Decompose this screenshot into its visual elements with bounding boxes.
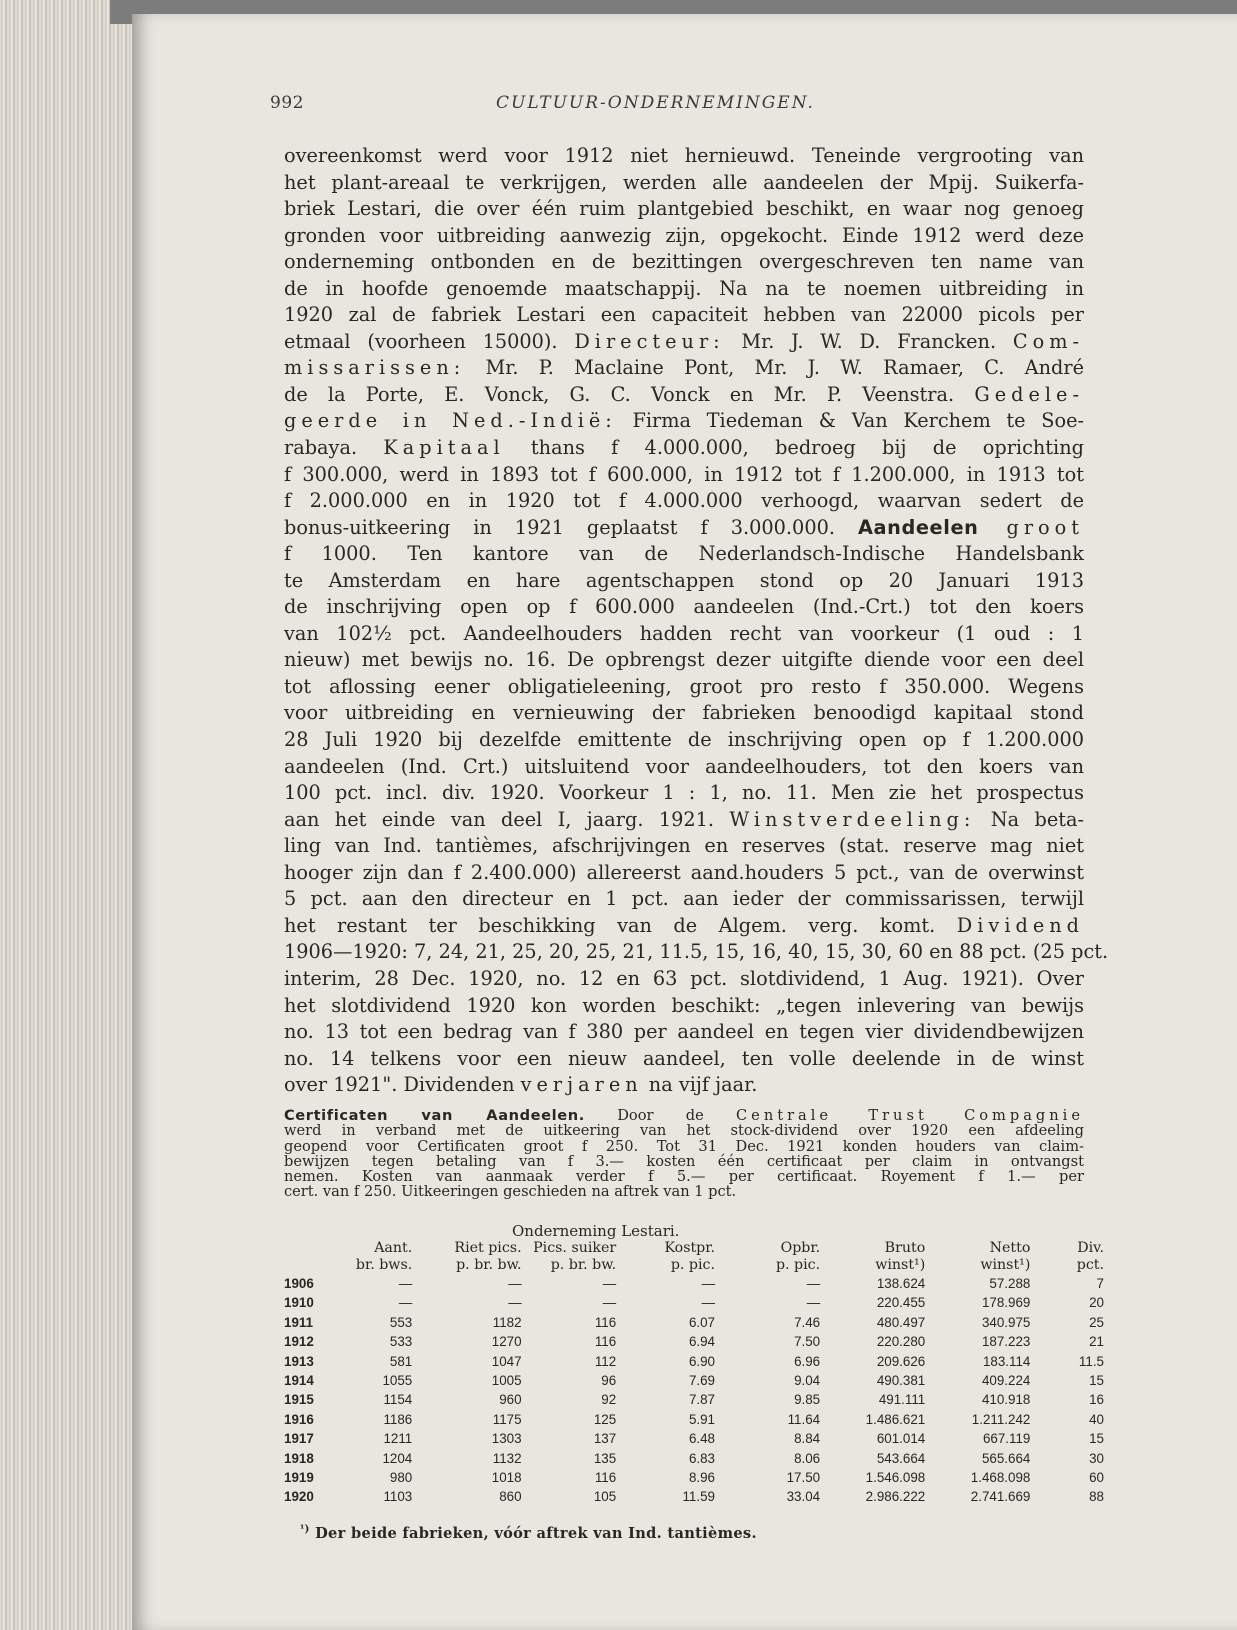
table-cell: 1303 [491,1431,522,1447]
text-line [284,329,1084,356]
year-cell: 1906 [284,1276,314,1291]
table-cell: 1270 [491,1334,522,1350]
text-line: onderneming ontbonden en de bezittingen overgeschreven ten name van [284,250,1084,274]
column-header: Aant. [374,1240,413,1256]
table-cell: 980 [389,1470,413,1486]
text-line: tot aflossing eener obligatieleening, groot pro resto f 350.000. Wegens [284,674,1084,698]
table-cell: 17.50 [786,1470,821,1486]
table-cell: — [602,1295,617,1311]
table-cell: — [398,1295,413,1311]
table-cell: 88 [1089,1489,1104,1505]
year-cell: 1914 [284,1373,314,1389]
table-cell: 15 [1089,1373,1104,1389]
spaced-heading-commissarissen: Com- [1012,329,1085,353]
table-cell: — [701,1276,715,1291]
table-cell: — [806,1276,821,1291]
column-subheader: winst¹) [875,1257,926,1273]
table-cell: 2.741.669 [970,1489,1031,1505]
column-subheader: p. br. bw. [456,1257,522,1273]
text-line: voor uitbreiding en vernieuwing der fabrieken benoodigd kapitaal stond [284,701,1084,725]
text-line: 1906—1920: 7, 24, 21, 25, 20, 25, 21, 11.5, 15, 16, 40, 15, 30, 60 en 88 pct. (25 pct. [284,940,1109,964]
text-run: aan het einde van deel I, jaarg. 1921. [284,807,730,831]
table-cell: 40 [1089,1411,1104,1427]
text-line [284,1072,1084,1099]
table-cell: 209.626 [876,1353,926,1369]
table-cell: 138.624 [876,1276,926,1291]
text-run: etmaal (voorheen 15000). [284,329,575,353]
table-row [284,1468,1104,1487]
table-cell: 112 [594,1353,617,1369]
table-row [284,1313,1104,1332]
spaced-heading-commissarissen: missarissen: [284,356,466,380]
text-line [284,807,1084,834]
table-row [284,1293,1104,1312]
table-row [284,1274,1104,1293]
table-cell: 220.280 [876,1334,926,1350]
spaced-heading-gedelegeerde: Gedele- [974,382,1084,406]
table-caption: Onderneming Lestari. [512,1222,680,1240]
table-row [284,1429,1104,1448]
text-line [284,382,1084,409]
page-number: 992 [270,93,304,113]
bold-heading-aandeelen: Aandeelen [858,515,979,539]
table-cell: 11.59 [682,1489,715,1505]
year-cell: 1913 [284,1353,314,1369]
text-line [284,408,1084,435]
table-cell: 116 [594,1334,617,1350]
table-row [284,1371,1104,1390]
text-line: no. 14 telkens voor een nieuw aandeel, ten volle deelende in de winst [284,1046,1084,1070]
table-cell: 1211 [383,1431,413,1447]
text-line: f 300.000, werd in 1893 tot f 600.000, in 1912 tot f 1.200.000, in 1913 tot [284,462,1084,486]
column-header: Opbr. [780,1240,821,1256]
table-cell: 1.468.098 [970,1470,1031,1486]
table-cell: 33.04 [786,1489,821,1505]
table-cell: 60 [1089,1470,1104,1486]
column-header: Netto [989,1240,1031,1256]
column-header: Bruto [884,1240,926,1256]
column-header: Kostpr. [664,1240,715,1256]
table-cell: 178.969 [981,1295,1031,1311]
table-cell: 6.96 [794,1353,821,1369]
table-cell: — [398,1276,413,1291]
running-title: CULTUUR-ONDERNEMINGEN. [496,93,815,113]
footnote [300,1524,757,1542]
year-cell: 1916 [284,1411,314,1427]
table-cell: 1103 [383,1489,413,1505]
column-subheader: br. bws. [355,1257,413,1273]
column-header [284,1240,326,1257]
text-run: bonus-uitkeering in 1921 geplaatst f 3.000.000. [284,515,859,539]
table-header-row [284,1240,1104,1257]
table-cell: 220.455 [876,1295,926,1311]
table-cell: 135 [593,1450,617,1466]
table-cell: 7.69 [688,1373,715,1389]
text-line: overeenkomst werd voor 1912 niet hernieuwd. Teneinde vergrooting van [284,144,1084,167]
table-cell: 30 [1089,1450,1104,1466]
column-subheader: p. br. bw. [550,1257,617,1273]
table-cell: 1055 [382,1373,413,1389]
text-run: Mr. J. W. D. Francken. [724,329,1013,353]
text-run: na vijf jaar. [642,1073,758,1097]
spaced-word: verjaren [520,1073,643,1097]
text-line: hooger zijn dan f 2.400.000) allereerst aand.houders 5 pct., van de overwinst [284,860,1084,884]
table-cell: 1.211.242 [971,1411,1031,1427]
text-line: het plant-areaal te verkrijgen, werden alle aandeelen der Mpij. Suikerfa- [284,170,1084,194]
text-line: de in hoofde genoemde maatschappij. Na na te noemen uitbreiding in [284,276,1084,300]
table-cell: 9.04 [794,1373,821,1389]
text-line [284,913,1084,940]
column-subheader: pct. [1076,1257,1104,1273]
table-cell: 7.50 [794,1334,821,1350]
spaced-heading-gedelegeerde: geerde in Ned.-Indië: [284,409,617,433]
text-line: 1920 zal de fabriek Lestari een capaciteit hebben van 22000 picols per [284,303,1084,327]
table-body [284,1274,1104,1507]
text-line: gronden voor uitbreiding aanwezig zijn, opgekocht. Einde 1912 werd deze [284,223,1084,247]
table-cell: 9.85 [794,1392,821,1408]
year-cell: 1919 [284,1470,314,1486]
column-header: Div. [1077,1240,1104,1256]
year-cell: 1918 [284,1450,314,1466]
table-cell: 1005 [491,1373,522,1389]
table-cell: 7.87 [688,1392,715,1408]
text-line: 5 pct. aan den directeur en 1 pct. aan ieder der commissarissen, terwijl [284,887,1084,911]
table-cell: 480.497 [876,1314,926,1330]
table-cell: 11.64 [787,1411,821,1427]
main-paragraph [284,143,1109,1099]
text-line: f 2.000.000 en in 1920 tot f 4.000.000 verhoogd, waarvan sedert de [284,489,1084,513]
table-cell: 8.06 [794,1450,821,1466]
table-cell: 6.94 [688,1334,715,1350]
footnote-mark: ¹) [300,1524,310,1535]
bold-heading-certificaten: Certificaten van Aandeelen. [284,1107,585,1124]
text-line [284,355,1084,382]
table-cell: 565.664 [981,1450,1031,1466]
text-run: rabaya. [284,436,384,460]
year-cell: 1912 [284,1334,314,1350]
column-header: Riet pics. [454,1240,522,1256]
table-cell: 8.84 [794,1431,821,1447]
column-subheader: p. pic. [775,1257,821,1273]
table-cell: 116 [594,1314,617,1330]
table-row [284,1390,1104,1409]
table-cell: 21 [1089,1334,1104,1350]
spaced-heading-dividend: Dividend [956,913,1084,937]
table-cell: 581 [389,1353,413,1369]
table-cell: 15 [1089,1431,1104,1447]
table-cell: 409.224 [981,1373,1031,1389]
table-cell: 96 [601,1373,617,1389]
text-line: het slotdividend 1920 kon worden beschikt: „tegen inlevering van bewijs [284,993,1084,1017]
text-run: over 1921". Dividenden [284,1073,521,1097]
table-cell: 1186 [383,1411,413,1427]
text-run: het restant ter beschikking van de Algem. verg. komt. [284,913,957,937]
text-run: Firma Tiedeman & Van Kerchem te Soe- [616,409,1084,433]
text-run: Na beta- [975,807,1084,831]
year-cell: 1920 [284,1489,314,1505]
year-cell: 1911 [284,1314,314,1330]
table-cell: — [602,1276,617,1291]
text-line: de inschrijving open op f 600.000 aandeelen (Ind.-Crt.) tot den koers [284,595,1084,619]
table-cell: 57.288 [989,1276,1031,1291]
table-cell: 543.664 [876,1450,926,1466]
table-header-row [284,1257,1104,1274]
table-cell: 20 [1089,1295,1104,1311]
column-subheader: p. pic. [670,1257,715,1273]
table-row [284,1449,1104,1468]
table-cell: 533 [389,1334,413,1350]
table-cell: 7.46 [794,1314,821,1330]
text-line: 100 pct. incl. div. 1920. Voorkeur 1 : 1, no. 11. Men zie het prospectus [284,781,1084,805]
column-header: Pics. suiker [533,1240,617,1256]
text-line: bewijzen tegen betaling van f 3.— kosten één certificaat per claim in ontvangst [284,1152,1084,1170]
table-cell: 1.546.098 [865,1470,926,1486]
table-cell: 1182 [492,1314,522,1330]
table-cell: 860 [499,1489,522,1505]
data-table [284,1240,1104,1507]
table-cell: 5.91 [688,1411,715,1427]
text-line [284,435,1084,462]
table-cell: 1.486.621 [865,1411,926,1427]
table-cell: — [508,1276,522,1291]
year-cell: 1915 [284,1392,314,1408]
table-cell: 183.114 [982,1353,1031,1369]
table-row [284,1352,1104,1371]
text-line: 28 Juli 1920 bij dezelfde emittente de inschrijving open op f 1.200.000 [284,728,1084,752]
text-line: ling van Ind. tantièmes, afschrijvingen en reserves (stat. reserve mag niet [284,834,1084,858]
text-run: de la Porte, E. Vonck, G. C. Vonck en Mr. P. Veenstra. [284,382,975,406]
table-row [284,1410,1104,1429]
table-cell: — [806,1295,821,1311]
text-line: nemen. Kosten van aanmaak verder f 5.— per certificaat. Royement f 1.— per [284,1168,1084,1186]
table-cell: 1175 [492,1411,522,1427]
text-line: nieuw) met bewijs no. 16. De opbrengst dezer uitgifte diende voor een deel [284,648,1084,672]
table-cell: 116 [594,1470,617,1486]
text-line: interim, 28 Dec. 1920, no. 12 en 63 pct. slotdividend, 1 Aug. 1921). Over [284,966,1084,990]
table-cell: 6.07 [688,1314,715,1330]
table-cell: 1018 [491,1470,522,1486]
spaced-heading-trust: Centrale Trust Compagnie [736,1107,1084,1124]
text-line: f 1000. Ten kantore van de Nederlandsch-Indische Handelsbank [284,542,1084,566]
table-row [284,1332,1104,1351]
table-cell: 667.119 [982,1431,1031,1447]
table-cell: 137 [593,1431,617,1447]
year-cell: 1910 [284,1295,314,1311]
table-cell: 1204 [382,1450,413,1466]
table-cell: 6.48 [688,1431,715,1447]
spaced-heading-directeur: Directeur: [574,329,725,353]
table-cell: 7 [1096,1276,1104,1291]
table-cell: 6.90 [688,1353,715,1369]
text-run: Mr. P. Maclaine Pont, Mr. J. W. Ramaer, C. André [465,356,1084,380]
text-line [284,515,1084,542]
year-cell: 1917 [284,1431,314,1447]
column-subheader: winst¹) [980,1257,1031,1273]
text-line: aandeelen (Ind. Crt.) uitsluitend voor aandeelhouders, tot den koers van [284,754,1084,778]
table-cell: 553 [389,1314,413,1330]
footnote-text: Der beide fabrieken, vóór aftrek van Ind. tantièmes. [309,1524,757,1542]
table-cell: 410.918 [981,1392,1031,1408]
table-cell: 125 [593,1411,617,1427]
text-line [284,1108,1084,1123]
text-line: cert. van f 250. Uitkeeringen geschieden na aftrek van 1 pct. [284,1183,737,1201]
table-cell: 340.975 [981,1314,1031,1330]
table-cell: 25 [1089,1314,1104,1330]
table-cell: 187.223 [981,1334,1031,1350]
certificates-paragraph [284,1108,1084,1200]
text-line: geopend voor Certificaten groot f 250. Tot 31 Dec. 1921 konden houders van claim- [284,1137,1084,1155]
text-line: van 102½ pct. Aandeelhouders hadden recht van voorkeur (1 oud : 1 [284,621,1084,645]
table-cell: 1047 [491,1353,522,1369]
spaced-word: groot [978,515,1084,539]
text-run: Door de [584,1107,737,1124]
table-cell: 6.83 [688,1450,715,1466]
spaced-heading-winstverdeeling: Winstverdeeling: [729,807,976,831]
table-cell: 490.381 [876,1373,926,1389]
table-cell: 491.111 [878,1392,926,1408]
running-head [270,93,870,123]
spaced-heading-kapitaal: Kapitaal [383,436,505,460]
table-cell: 105 [593,1489,617,1505]
table-cell: — [701,1295,715,1311]
table-cell: — [508,1295,522,1311]
table-cell: 16 [1089,1392,1104,1408]
text-line: werd in verband met de uitkeering van het stock-dividend over 1920 een afdeeling [284,1122,1084,1140]
table-cell: 601.014 [876,1431,926,1447]
table-cell: 92 [601,1392,617,1408]
column-subheader [284,1257,326,1274]
table-cell: 11.5 [1078,1353,1104,1369]
table-row [284,1487,1104,1506]
text-run: thans f 4.000.000, bedroeg bij de oprichting [504,436,1084,460]
text-line: briek Lestari, die over één ruim plantgebied beschikt, en waar nog genoeg [284,197,1084,221]
table-cell: 960 [499,1392,522,1408]
text-line: no. 13 tot een bedrag van f 380 per aandeel en tegen vier dividendbewijzen [284,1020,1084,1044]
table-cell: 8.96 [688,1470,715,1486]
table-cell: 2.986.222 [865,1489,926,1505]
table-cell: 1154 [383,1392,413,1408]
text-line: te Amsterdam en hare agentschappen stond op 20 Januari 1913 [284,568,1084,592]
table-cell: 1132 [492,1450,522,1466]
